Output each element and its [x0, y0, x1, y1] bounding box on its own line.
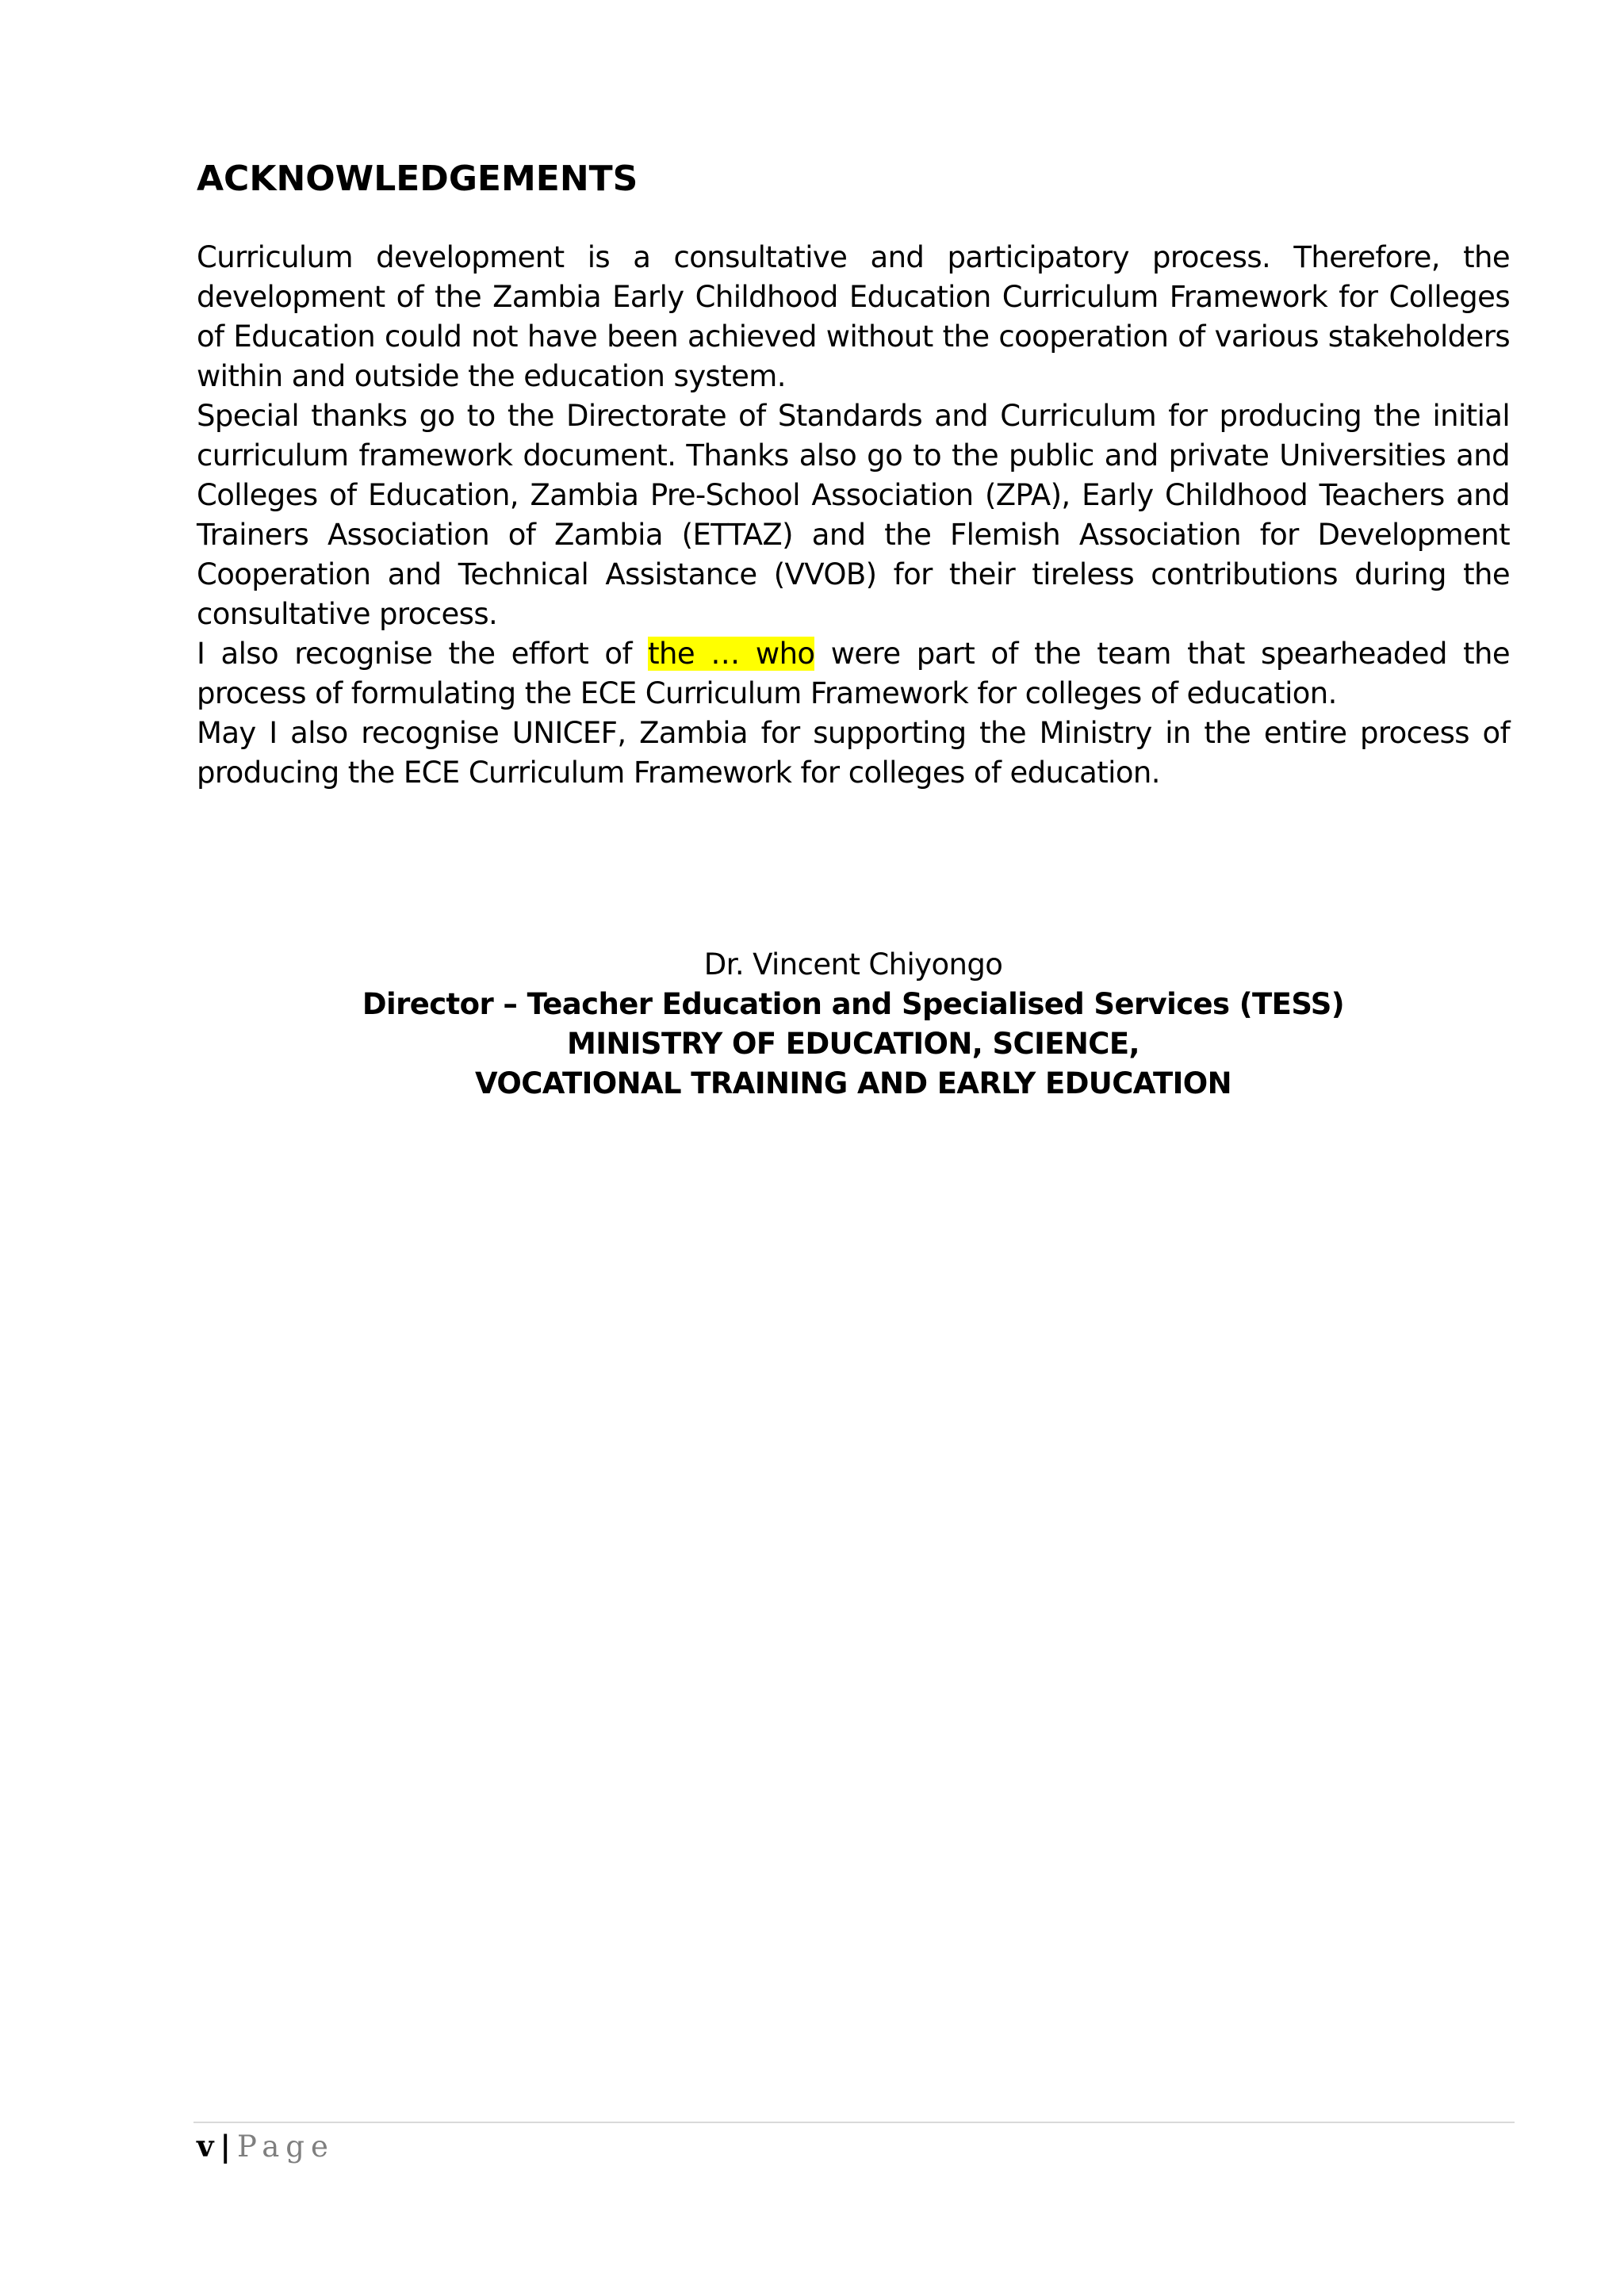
paragraph-unicef-recognition: May I also recognise UNICEF, Zambia for supporting the Ministry in the entire process of producing the ECE Curriculum Framework for colleges of education.: [197, 716, 1510, 790]
highlighted-placeholder-text: the … who: [648, 637, 815, 671]
paragraph-text-before-highlight: I also recognise the effort of: [197, 637, 649, 671]
signatory-name: Dr. Vincent Chiyongo: [703, 947, 1003, 982]
signatory-title: Director – Teacher Education and Specialised Services (TESS): [362, 987, 1345, 1021]
footer-divider: [193, 2122, 1515, 2123]
paragraph-consultative-process: Curriculum development is a consultative and participatory process. Therefore, the development of the Zambia Early Childhood Education Curriculum Framework for Colleges of Education could not have been achieved without the cooperation of various stakeholders within and outside the education system.: [197, 240, 1510, 393]
footer-separator: |: [220, 2129, 231, 2164]
ministry-name-line-2: VOCATIONAL TRAINING AND EARLY EDUCATION: [474, 1066, 1231, 1100]
paragraph-team-recognition: [197, 634, 1510, 714]
page-footer: [197, 2126, 335, 2167]
page-number: v: [197, 2129, 214, 2164]
signature-block: [197, 945, 1510, 1104]
acknowledgements-section: [197, 155, 1510, 793]
paragraph-special-thanks: Special thanks go to the Directorate of Standards and Curriculum for producing the initial curriculum framework document. Thanks also go to the public and private Universities and Colleges of Education, Zambia Pre-School Association (ZPA), Early Childhood Teachers and Trainers Association of Zambia (ETTAZ) and the Flemish Association for Development Cooperation and Technical Assistance (VVOB) for their tireless contributions during the consultative process.: [197, 399, 1510, 631]
section-heading: ACKNOWLEDGEMENTS: [197, 159, 638, 199]
page-label: Page: [236, 2130, 335, 2164]
ministry-name-line-1: MINISTRY OF EDUCATION, SCIENCE,: [567, 1027, 1139, 1061]
paragraph-text-after-highlight: were part of the team that spearheaded the process of formulating the ECE Curriculum Framework for colleges of education.: [197, 637, 1510, 710]
